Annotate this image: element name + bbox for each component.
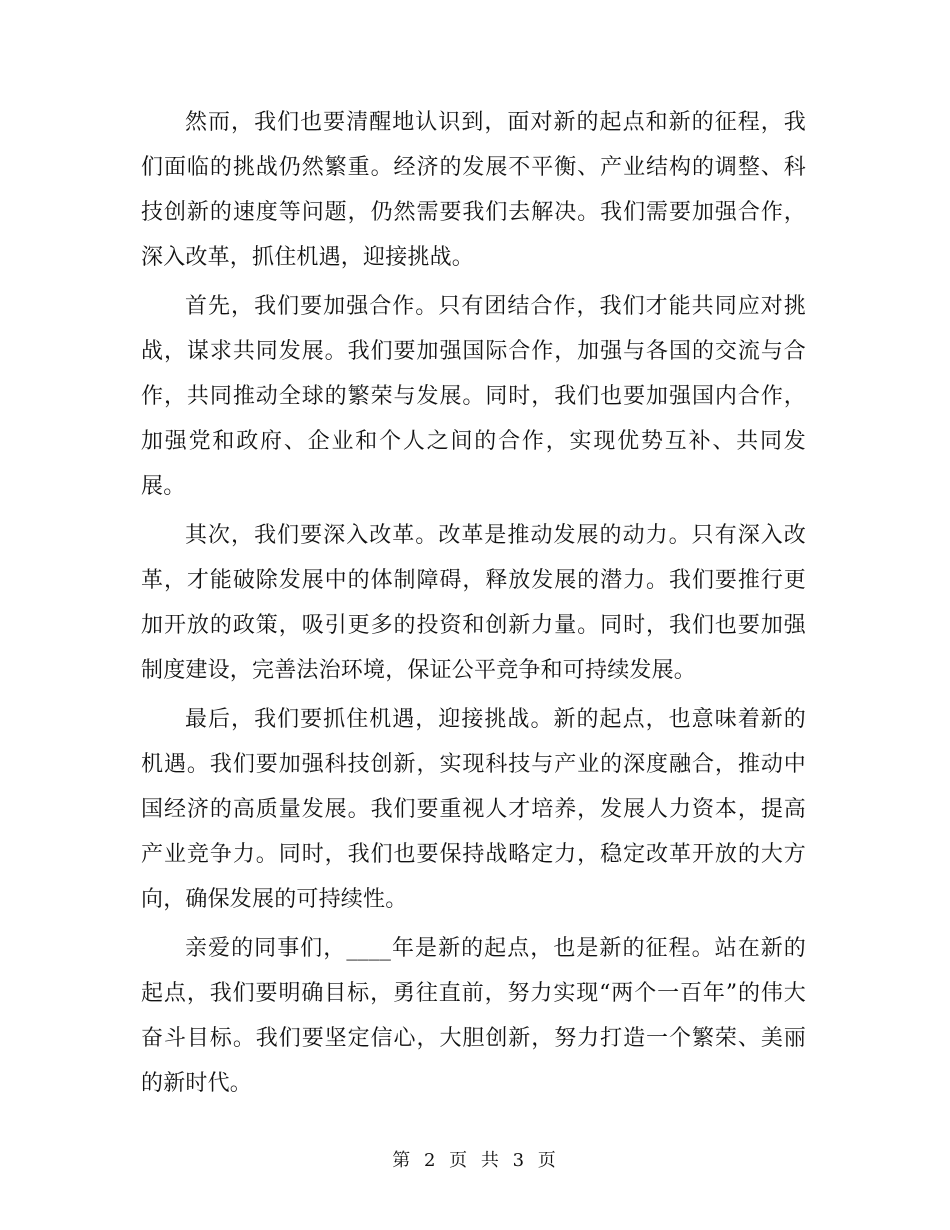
paragraph-4: 最后，我们要抓住机遇，迎接挑战。新的起点，也意味着新的机遇。我们要加强科技创新，实现科技与产业的深度融合，推动中国经济的高质量发展。我们要重视人才培养，发展人力资本，提高产业竞争力。同时，我们也要保持战略定力，稳定改革开放的大方向，确保发展的可持续性。: [141, 707, 806, 912]
paragraph-2: 首先，我们要加强合作。只有团结合作，我们才能共同应对挑战，谋求共同发展。我们要加强国际合作，加强与各国的交流与合作，共同推动全球的繁荣与发展。同时，我们也要加强国内合作，加强党和政府、企业和个人之间的合作，实现优势互补、共同发展。: [141, 294, 806, 499]
document-body: [141, 100, 806, 1110]
page-footer: 第 2 页 共 3 页: [392, 1150, 558, 1171]
paragraph-5: 亲爱的同事们，____年是新的起点，也是新的征程。站在新的起点，我们要明确目标，勇往直前，努力实现“两个一百年”的伟大奋斗目标。我们要坚定信心，大胆创新，努力打造一个繁荣、美丽的新时代。: [141, 936, 806, 1096]
paragraph-3: 其次，我们要深入改革。改革是推动发展的动力。只有深入改革，才能破除发展中的体制障碍，释放发展的潜力。我们要推行更加开放的政策，吸引更多的投资和创新力量。同时，我们也要加强制度建设，完善法治环境，保证公平竞争和可持续发展。: [141, 523, 806, 683]
paragraph-1: 然而，我们也要清醒地认识到，面对新的起点和新的征程，我们面临的挑战仍然繁重。经济的发展不平衡、产业结构的调整、科技创新的速度等问题，仍然需要我们去解决。我们需要加强合作，深入改革，抓住机遇，迎接挑战。: [141, 110, 806, 270]
